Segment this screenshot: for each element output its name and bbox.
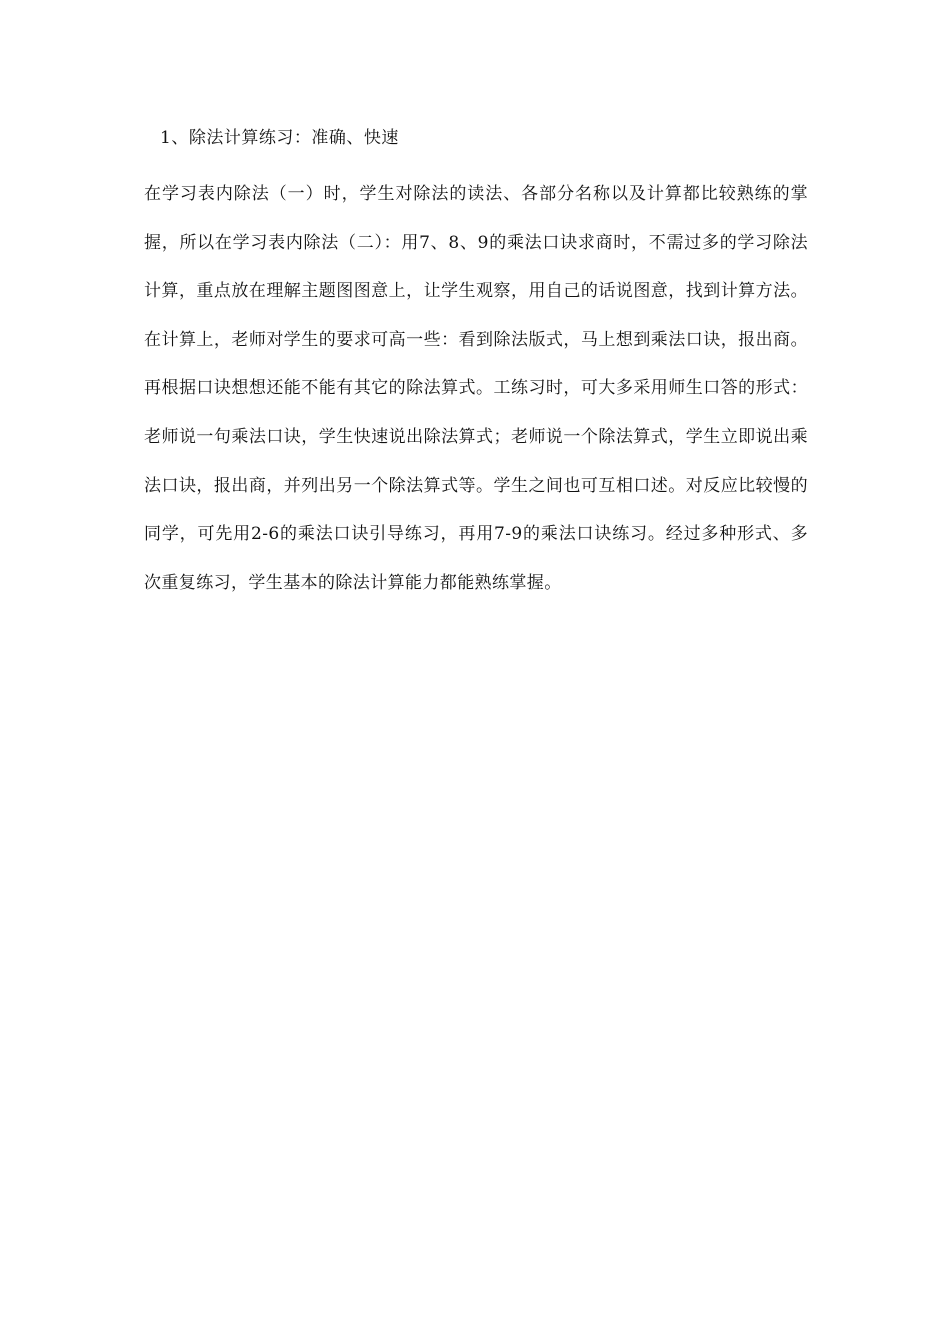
document-body [144, 124, 808, 607]
section-heading: 1、除法计算练习：准确、快速 [160, 128, 399, 148]
body-paragraph: 在学习表内除法（一）时，学生对除法的读法、各部分名称以及计算都比较熟练的掌握，所以在学习表内除法（二）：用7、8、9的乘法口诀求商时，不需过多的学习除法计算，重点放在理解主题图图意上，让学生观察，用自己的话说图意，找到计算方法。在计算上，老师对学生的要求可高一些：看到除法版式，马上想到乘法口诀，报出商。再根据口诀想想还能不能有其它的除法算式。工练习时，可大多采用师生口答的形式：老师说一句乘法口诀，学生快速说出除法算式；老师说一个除法算式，学生立即说出乘法口诀，报出商，并列出另一个除法算式等。学生之间也可互相口述。对反应比较慢的同学，可先用2-6的乘法口诀引导练习，再用7-9的乘法口诀练习。经过多种形式、多次重复练习，学生基本的除法计算能力都能熟练掌握。 [144, 184, 808, 593]
